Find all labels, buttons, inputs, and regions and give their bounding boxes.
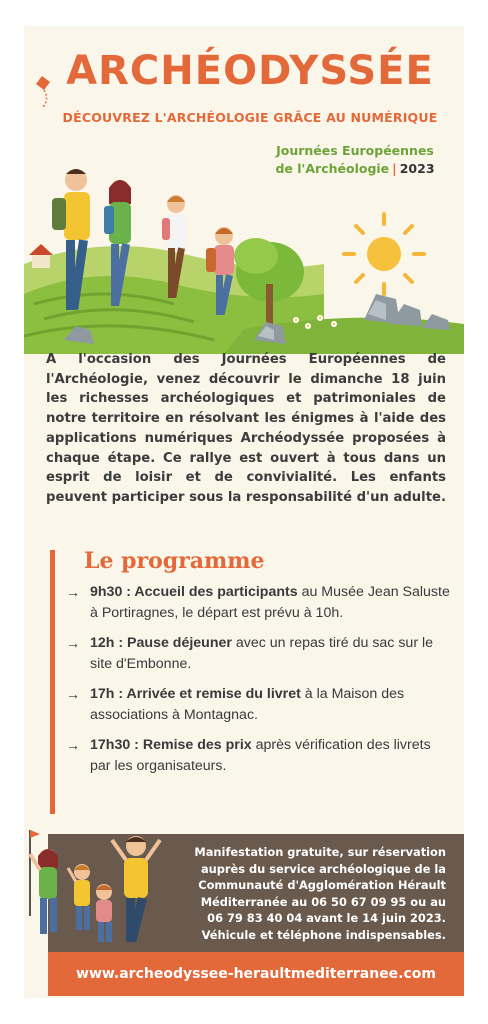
arrow-icon: → <box>66 737 80 753</box>
logo-title: ARCHÉODYSSÉE <box>66 48 434 94</box>
programme-item: → 17h30 : Remise des prix après vérification des livrets par les organisateurs. <box>66 737 431 774</box>
website-link[interactable]: www.archeodyssee-heraultmediterranee.com <box>48 952 464 996</box>
programme-item: → 9h30 : Accueil des participants au Musée Jean Saluste à Portiragnes, le départ est prévu à 10h. <box>66 584 450 621</box>
event-line-2: de l'Archéologie | 2023 <box>275 161 435 176</box>
programme-item: → 17h : Arrivée et remise du livret à la Maison des associations à Montagnac. <box>66 686 405 723</box>
programme-item: → 12h : Pause déjeuner avec un repas tiré du sac sur le site d'Embonne. <box>66 635 434 672</box>
intro-paragraph: A l'occasion des Journées Européennes de l'Archéologie, venez découvrir le dimanche 18 juin les richesses archéologiques et patrimoniales de notre territoire en résolvant les énigmes à l'aide des applications numériques Archéodyssée proposées à chaque étape. Ce rallye est ouvert à tous dans un esprit de loisir et de convivialité. Les enfants peuvent participer sous la responsabilité d'un adulte. <box>46 352 446 505</box>
flyer <box>24 26 464 998</box>
programme-title: Le programme <box>84 548 265 574</box>
hero-illustration <box>24 144 464 354</box>
programme-list <box>62 582 452 786</box>
programme-accent-bar <box>50 550 55 814</box>
arrow-icon: → <box>66 635 80 651</box>
event-line-1: Journées Européennes <box>276 143 434 158</box>
arrow-icon: → <box>66 584 80 600</box>
info-text: Manifestation gratuite, sur réservation auprès du service archéologique de la Communauté d'Agglomération Hérault Méditerranée au 06 50 67 09 95 ou au 06 79 83 40 04 avant le 14 juin 2023. Véhicule et téléphone indispensables. <box>194 845 446 942</box>
tagline: DÉCOUVREZ L'ARCHÉOLOGIE GRÂCE AU NUMÉRIQUE <box>62 110 438 125</box>
arrow-icon: → <box>66 686 80 702</box>
celebrating-family-illustration <box>24 796 180 956</box>
